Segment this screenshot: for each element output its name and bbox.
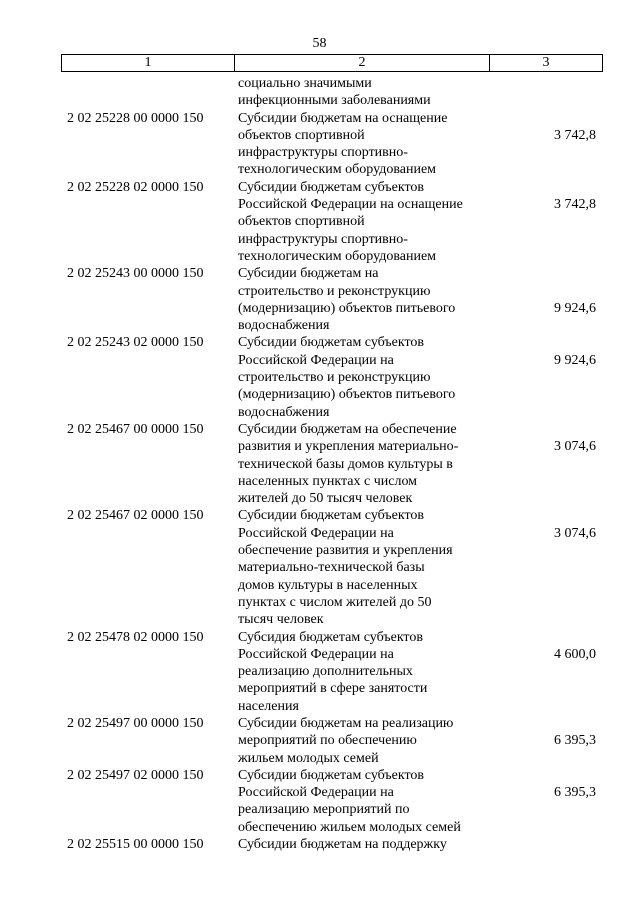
row-description xyxy=(238,715,488,767)
description-line: населенных пунктах с числом xyxy=(238,473,418,489)
budget-code: 2 02 25497 00 0000 150 xyxy=(67,715,204,731)
description-line: Субсидии бюджетам на обеспечение xyxy=(238,421,457,437)
budget-code: 2 02 25515 00 0000 150 xyxy=(67,837,204,853)
budget-code: 2 02 25228 00 0000 150 xyxy=(67,110,204,126)
budget-code: 2 02 25478 02 0000 150 xyxy=(67,629,204,645)
description-line: обеспечению жильем молодых семей xyxy=(238,819,461,835)
budget-code: 2 02 25243 02 0000 150 xyxy=(67,335,204,351)
description-line: Субсидии бюджетам на xyxy=(238,266,379,282)
row-description xyxy=(238,767,488,836)
description-line: домов культуры в населенных xyxy=(238,577,418,593)
amount: 9 924,6 xyxy=(554,352,596,368)
row-description xyxy=(238,110,488,179)
amount: 3 074,6 xyxy=(554,439,596,455)
description-line: строительство и реконструкцию xyxy=(238,283,431,299)
description-line: водоснабжения xyxy=(238,318,330,334)
description-line: Субсидии бюджетам субъектов xyxy=(238,508,425,524)
row-description xyxy=(238,334,488,420)
description-line: Субсидии бюджетам субъектов xyxy=(238,767,425,783)
budget-table-body xyxy=(0,75,639,853)
description-line: Субсидии бюджетам на реализацию xyxy=(238,715,454,731)
description-line: Субсидии бюджетам субъектов xyxy=(238,335,425,351)
description-line: (модернизацию) объектов питьевого xyxy=(238,300,456,316)
amount: 3 742,8 xyxy=(554,197,596,213)
description-line: жителей до 50 тысяч человек xyxy=(238,491,413,507)
description-line: Российской Федерации на xyxy=(238,646,394,662)
table-row xyxy=(0,767,639,836)
description-line: технической базы домов культуры в xyxy=(238,456,453,472)
continuation-row xyxy=(0,75,639,110)
row-description xyxy=(238,836,488,853)
amount: 4 600,0 xyxy=(554,646,596,662)
column-header-1: 1 xyxy=(62,55,235,72)
row-description xyxy=(238,265,488,334)
row-description xyxy=(238,179,488,265)
description-line: (модернизацию) объектов питьевого xyxy=(238,387,456,403)
amount: 6 395,3 xyxy=(554,733,596,749)
column-header-3: 3 xyxy=(490,55,603,72)
description-line: пунктах с числом жителей до 50 xyxy=(238,594,432,610)
description-line: Субсидии бюджетам на поддержку xyxy=(238,837,447,853)
description-line: Субсидии бюджетам на оснащение xyxy=(238,110,448,126)
description-line: Российской Федерации на xyxy=(238,785,394,801)
table-row xyxy=(0,265,639,334)
description-line: Российской Федерации на xyxy=(238,525,394,541)
description-line: Российской Федерации на xyxy=(238,352,394,368)
budget-code: 2 02 25243 00 0000 150 xyxy=(67,266,204,282)
column-header-2: 2 xyxy=(235,55,490,72)
description-line: материально-технической базы xyxy=(238,560,425,576)
description-line: водоснабжения xyxy=(238,404,330,420)
description-line: технологическим оборудованием xyxy=(238,248,437,264)
description-line: Субсидия бюджетам субъектов xyxy=(238,629,423,645)
description-line: реализацию дополнительных xyxy=(238,664,413,680)
table-row xyxy=(0,836,639,853)
column-header-table xyxy=(61,54,603,72)
amount: 3 074,6 xyxy=(554,525,596,541)
description-line: развития и укрепления материально- xyxy=(238,439,459,455)
budget-code: 2 02 25228 02 0000 150 xyxy=(67,179,204,195)
description-line: социально значимыми xyxy=(238,76,372,91)
table-row xyxy=(0,334,639,420)
description-line: тысяч человек xyxy=(238,612,324,628)
description-line: технологическим оборудованием xyxy=(238,162,437,178)
row-description xyxy=(238,507,488,628)
description-line: объектов спортивной xyxy=(238,127,365,143)
budget-code: 2 02 25467 02 0000 150 xyxy=(67,508,204,524)
row-description xyxy=(238,421,488,507)
description-line: строительство и реконструкцию xyxy=(238,370,431,386)
description-line: жильем молодых семей xyxy=(238,750,379,766)
continuation-description xyxy=(238,75,488,110)
budget-code: 2 02 25497 02 0000 150 xyxy=(67,767,204,783)
table-row xyxy=(0,629,639,715)
table-row xyxy=(0,179,639,265)
table-row xyxy=(0,507,639,628)
description-line: инфраструктуры спортивно- xyxy=(238,145,408,161)
description-line: инфраструктуры спортивно- xyxy=(238,231,408,247)
amount: 3 742,8 xyxy=(554,127,596,143)
description-line: обеспечение развития и укрепления xyxy=(238,543,453,559)
description-line: объектов спортивной xyxy=(238,214,365,230)
table-row xyxy=(0,110,639,179)
amount: 6 395,3 xyxy=(554,785,596,801)
description-line: мероприятий в сфере занятости xyxy=(238,681,428,697)
table-row xyxy=(0,421,639,507)
description-line: Субсидии бюджетам субъектов xyxy=(238,179,425,195)
page-number: 58 xyxy=(312,36,327,51)
description-line: реализацию мероприятий по xyxy=(238,802,410,818)
table-row xyxy=(0,715,639,767)
row-description xyxy=(238,629,488,715)
description-line: мероприятий по обеспечению xyxy=(238,733,417,749)
amount: 9 924,6 xyxy=(554,300,596,316)
description-line: Российской Федерации на оснащение xyxy=(238,197,463,213)
description-line: населения xyxy=(238,698,299,714)
budget-code: 2 02 25467 00 0000 150 xyxy=(67,421,204,437)
budget-rows xyxy=(0,110,639,854)
description-line: инфекционными заболеваниями xyxy=(238,93,431,109)
